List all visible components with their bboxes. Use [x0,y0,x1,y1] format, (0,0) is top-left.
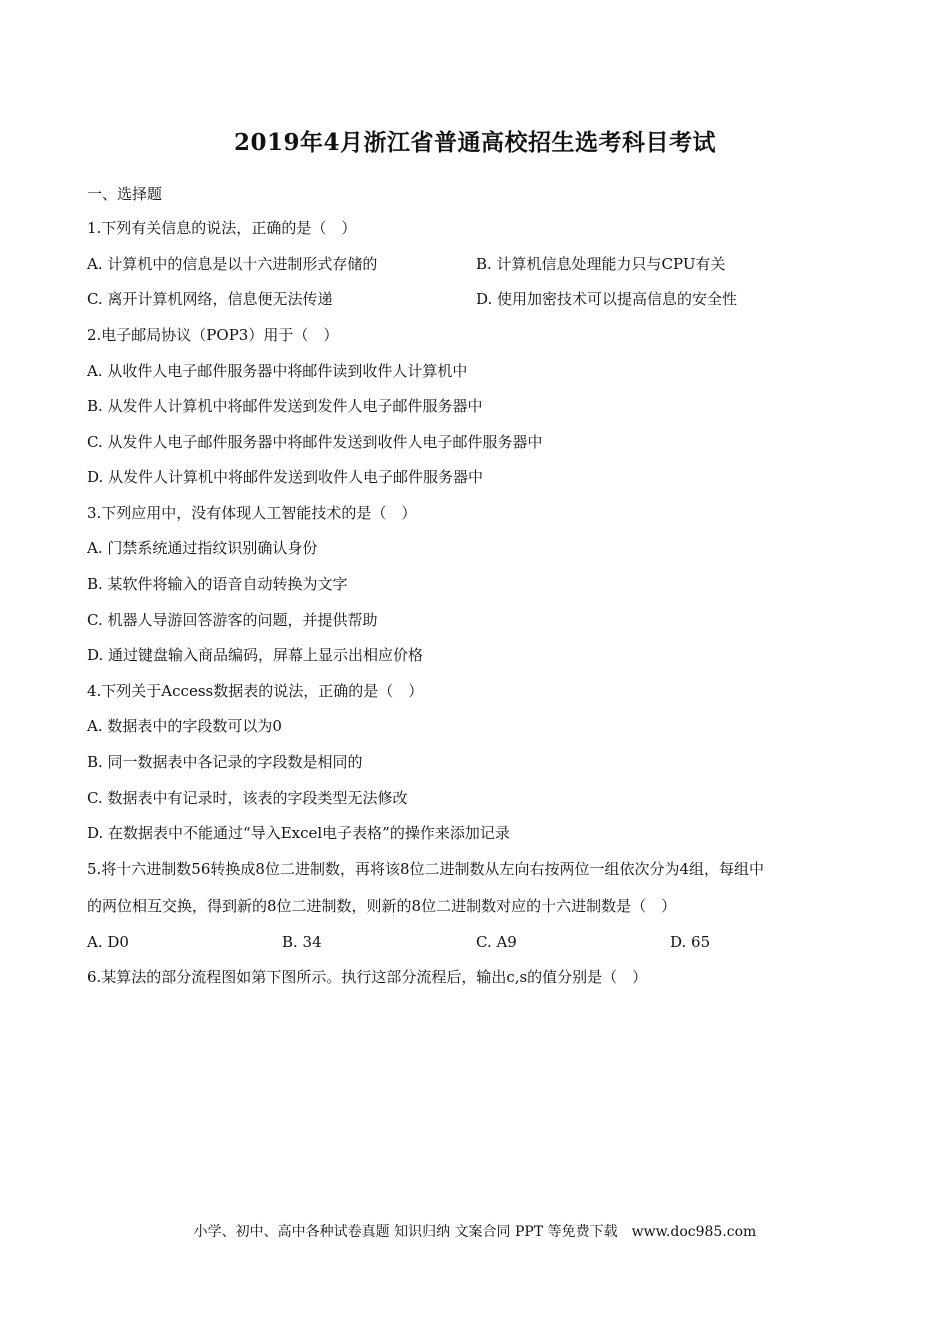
question-4-option-c: C. 数据表中有记录时，该表的字段类型无法修改 [87,789,408,807]
question-1-stem: 1.下列有关信息的说法，正确的是（ ） [87,219,357,237]
question-2-option-b: B. 从发件人计算机中将邮件发送到发件人电子邮件服务器中 [87,397,483,415]
question-1-option-c: C. 离开计算机网络，信息便无法传递 [87,290,333,308]
question-1-option-a: A. 计算机中的信息是以十六进制形式存储的 [87,255,378,273]
question-2-stem: 2.电子邮局协议（POP3）用于（ ） [87,326,339,344]
question-4-option-a: A. 数据表中的字段数可以为0 [87,717,282,735]
question-4-option-b: B. 同一数据表中各记录的字段数是相同的 [87,753,363,771]
question-5-options [87,932,867,952]
question-4-option-d: D. 在数据表中不能通过“导入Excel电子表格”的操作来添加记录 [87,824,510,842]
page-footer: 小学、初中、高中各种试卷真题 知识归纳 文案合同 PPT 等免费下载 www.doc985.com [193,1224,757,1240]
question-3-stem: 3.下列应用中，没有体现人工智能技术的是（ ） [87,504,417,522]
question-5-option-c: C. A9 [476,933,517,951]
question-3-option-d: D. 通过键盘输入商品编码，屏幕上显示出相应价格 [87,646,424,664]
question-5-option-b: B. 34 [282,933,322,951]
question-5-stem-line-1: 5.将十六进制数56转换成8位二进制数，再将该8位二进制数从左向右按两位一组依次分为4组，每组中 [87,860,765,878]
page-title: 2019年4月浙江省普通高校招生选考科目考试 [233,129,717,156]
question-6-stem: 6.某算法的部分流程图如第下图所示。执行这部分流程后，输出c,s的值分别是（ ） [87,968,648,986]
question-3-option-a: A. 门禁系统通过指纹识别确认身份 [87,539,318,557]
question-5-stem-line-2: 的两位相互交换，得到新的8位二进制数，则新的8位二进制数对应的十六进制数是（ ） [87,897,677,915]
question-3-option-c: C. 机器人导游回答游客的问题，并提供帮助 [87,611,378,629]
question-4-stem: 4.下列关于Access数据表的说法，正确的是（ ） [87,682,424,700]
question-2-option-a: A. 从收件人电子邮件服务器中将邮件读到收件人计算机中 [87,362,468,380]
question-5-option-d: D. 65 [670,933,711,951]
question-2-option-d: D. 从发件人计算机中将邮件发送到收件人电子邮件服务器中 [87,468,484,486]
section-heading: 一、选择题 [87,185,163,203]
question-1-option-b: B. 计算机信息处理能力只与CPU有关 [476,255,726,273]
question-3-option-b: B. 某软件将输入的语音自动转换为文字 [87,575,348,593]
question-1-option-d: D. 使用加密技术可以提高信息的安全性 [476,290,738,308]
question-5-option-a: A. D0 [87,933,129,951]
question-2-option-c: C. 从发件人电子邮件服务器中将邮件发送到收件人电子邮件服务器中 [87,433,543,451]
